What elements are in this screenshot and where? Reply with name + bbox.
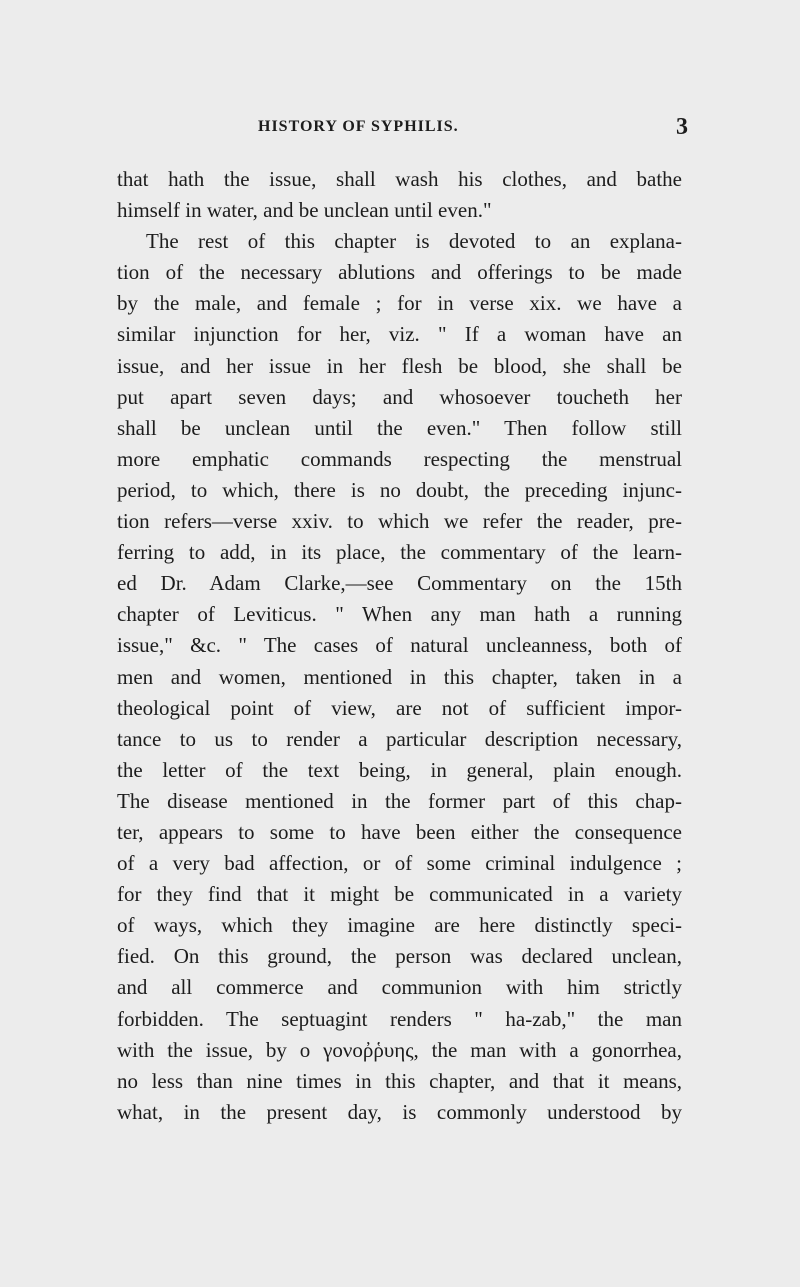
running-title: HISTORY OF SYPHILIS. xyxy=(258,118,459,135)
text-line: by the male, and female ; for in verse xix. we have a xyxy=(117,291,682,316)
text-line: chapter of Leviticus. " When any man hath a running xyxy=(117,602,682,627)
text-line: tion of the necessary ablutions and offerings to be made xyxy=(117,260,682,285)
text-line: for they find that it might be communicated in a variety xyxy=(117,882,682,907)
text-line: what, in the present day, is commonly understood by xyxy=(117,1099,682,1124)
page-number: 3 xyxy=(676,114,688,140)
text-line: The disease mentioned in the former part of this chap- xyxy=(117,788,682,813)
text-line: more emphatic commands respecting the menstrual xyxy=(117,446,682,471)
text-line: of ways, which they imagine are here distinctly speci- xyxy=(117,913,682,938)
body-text xyxy=(117,164,682,1128)
text-line: shall be unclean until the even." Then follow still xyxy=(117,415,682,440)
text-line: with the issue, by ο γονοῤῥυης, the man with a gonorrhea, xyxy=(117,1037,682,1062)
text-line: tance to us to render a particular description necessary, xyxy=(117,726,682,751)
text-line: ferring to add, in its place, the commentary of the learn- xyxy=(117,540,682,565)
text-line: fied. On this ground, the person was declared unclean, xyxy=(117,944,682,969)
text-line: tion refers—verse xxiv. to which we refer the reader, pre- xyxy=(117,509,682,534)
text-line: men and women, mentioned in this chapter, taken in a xyxy=(117,664,682,689)
text-line: forbidden. The septuagint renders " ha-zab," the man xyxy=(117,1006,682,1031)
text-line: ter, appears to some to have been either the consequence xyxy=(117,819,682,844)
text-line: no less than nine times in this chapter, and that it means, xyxy=(117,1068,682,1093)
text-line: of a very bad affection, or of some criminal indulgence ; xyxy=(117,851,682,876)
text-line: and all commerce and communion with him strictly xyxy=(117,975,682,1000)
text-line: issue, and her issue in her flesh be blood, she shall be xyxy=(117,353,682,378)
text-line: that hath the issue, shall wash his clothes, and bathe xyxy=(117,167,682,191)
text-line: himself in water, and be unclean until even." xyxy=(117,198,492,223)
text-line: the letter of the text being, in general, plain enough. xyxy=(117,757,682,782)
text-line: put apart seven days; and whosoever toucheth her xyxy=(117,384,682,409)
text-line: theological point of view, are not of sufficient impor- xyxy=(117,695,682,720)
text-line: ed Dr. Adam Clarke,—see Commentary on the 15th xyxy=(117,571,682,596)
text-line: The rest of this chapter is devoted to an explana- xyxy=(146,229,682,254)
text-line: issue," &c. " The cases of natural uncleanness, both of xyxy=(117,633,682,658)
text-line: similar injunction for her, viz. " If a woman have an xyxy=(117,322,682,347)
text-line: period, to which, there is no doubt, the preceding injunc- xyxy=(117,477,682,502)
